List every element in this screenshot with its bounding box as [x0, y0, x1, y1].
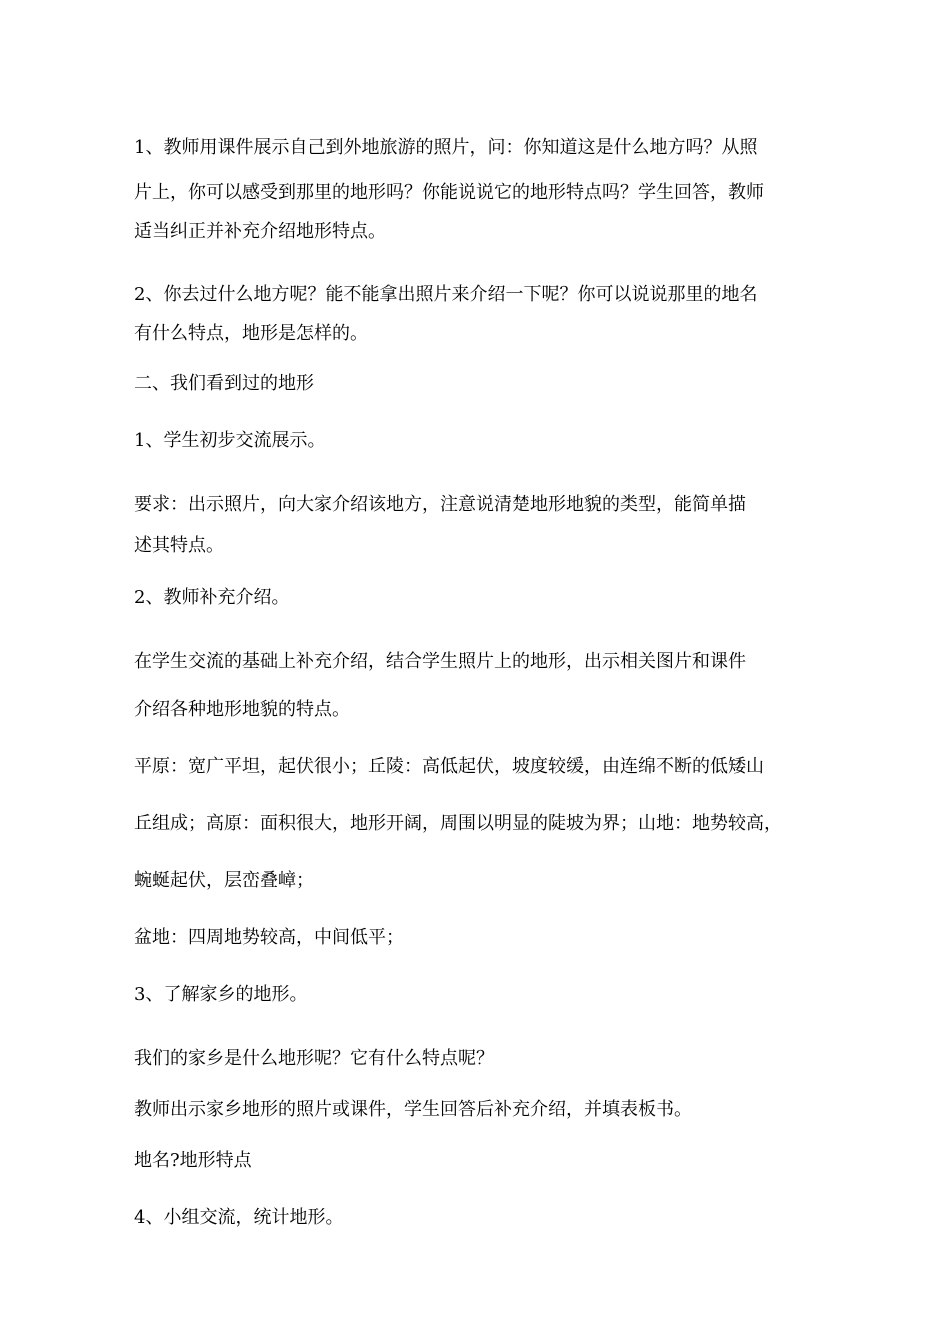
paragraph-line: 1、教师用课件展示自己到外地旅游的照片，问：你知道这是什么地方吗？从照 — [134, 137, 758, 158]
paragraph-line: 我们的家乡是什么地形呢？它有什么特点呢？ — [134, 1048, 494, 1069]
paragraph-line: 2、教师补充介绍。 — [134, 587, 290, 608]
section-heading: 二、我们看到过的地形 — [134, 373, 314, 394]
paragraph-line: 盆地：四周地势较高，中间低平； — [134, 927, 404, 948]
paragraph-line: 在学生交流的基础上补充介绍，结合学生照片上的地形，出示相关图片和课件 — [134, 651, 746, 672]
paragraph-line: 2、你去过什么地方呢？能不能拿出照片来介绍一下呢？你可以说说那里的地名 — [134, 284, 758, 305]
paragraph-line: 丘组成；高原：面积很大，地形开阔，周围以明显的陡坡为界；山地：地势较高， — [134, 813, 782, 834]
paragraph-line: 平原：宽广平坦，起伏很小；丘陵：高低起伏，坡度较缓，由连绵不断的低矮山 — [134, 756, 764, 777]
paragraph-line: 1、学生初步交流展示。 — [134, 430, 326, 451]
paragraph-line: 3、了解家乡的地形。 — [134, 984, 308, 1005]
paragraph-line: 介绍各种地形地貌的特点。 — [134, 699, 350, 720]
paragraph-line: 教师出示家乡地形的照片或课件，学生回答后补充介绍，并填表板书。 — [134, 1099, 692, 1120]
paragraph-line: 蜿蜒起伏，层峦叠嶂； — [134, 870, 314, 891]
paragraph-line: 4、小组交流，统计地形。 — [134, 1207, 344, 1228]
paragraph-line: 地名?地形特点 — [134, 1150, 252, 1171]
paragraph-line: 有什么特点，地形是怎样的。 — [134, 323, 368, 344]
paragraph-line: 片上，你可以感受到那里的地形吗？你能说说它的地形特点吗？学生回答，教师 — [134, 182, 764, 203]
paragraph-line: 适当纠正并补充介绍地形特点。 — [134, 221, 386, 242]
paragraph-line: 要求：出示照片，向大家介绍该地方，注意说清楚地形地貌的类型，能简单描 — [134, 494, 746, 515]
paragraph-line: 述其特点。 — [134, 535, 224, 556]
